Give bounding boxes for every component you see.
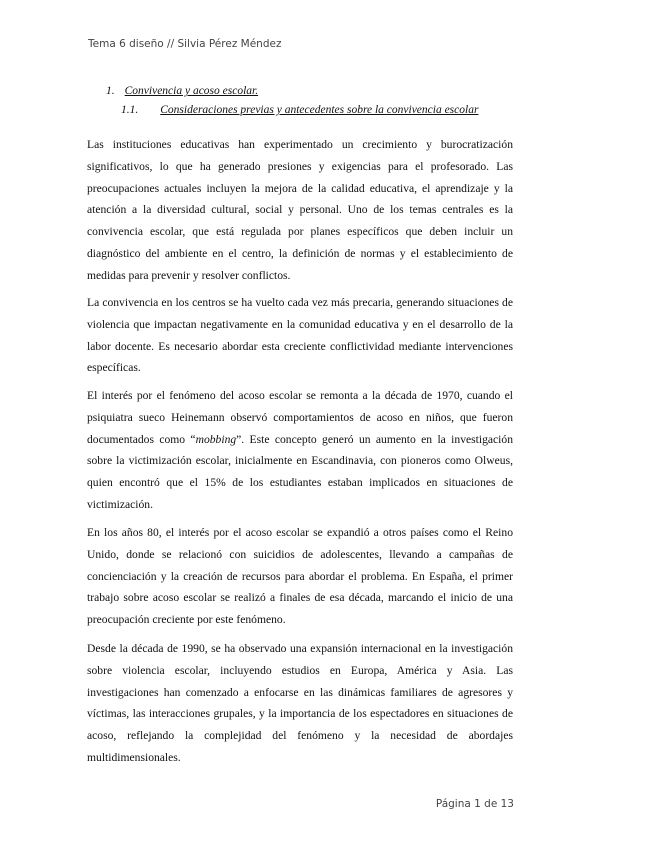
mobbing-term: mobbing bbox=[195, 432, 237, 446]
section-number: 1. bbox=[106, 85, 115, 97]
page-number-footer: Página 1 de 13 bbox=[435, 798, 514, 810]
paragraph-4: En los años 80, el interés por el acoso escolar se expandió a otros países como el Reino Unido, donde se relacionó con suicidios de adolescentes, llevando a campañas de concienciación y la creación de recursos para abordar el problema. En España, el primer trabajo sobre acoso escolar se realizó a finales de esa década, marcando el inicio de una preocupación creciente por este fenómeno. bbox=[87, 526, 513, 627]
subsection-heading bbox=[121, 104, 478, 116]
subsection-number: 1.1. bbox=[121, 104, 139, 116]
paragraph-1: Las instituciones educativas han experimentado un crecimiento y burocratización significativos, lo que ha generado presiones y exigencias para el profesorado. Las preocupaciones actuales incluyen la mejora de la calidad educativa, el aprendizaje y la atención a la diversidad cultural, social y personal. Uno de los temas centrales es la convivencia escolar, que está regulada por planes específicos que deben incluir un diagnóstico del ambiente en el centro, la definición de normas y el establecimiento de medidas para prevenir y resolver conflictos. bbox=[87, 138, 513, 282]
paragraph-5: Desde la década de 1990, se ha observado una expansión internacional en la investigación sobre violencia escolar, incluyendo estudios en Europa, América y Asia. Las investigaciones han comenzado a enfocarse en las dinámicas familiares de agresores y víctimas, las interacciones grupales, y la importancia de los espectadores en situaciones de acoso, reflejando la complejidad del fenómeno y la necesidad de abordajes multidimensionales. bbox=[87, 642, 513, 764]
section-heading bbox=[106, 85, 258, 97]
paragraph-3 bbox=[87, 385, 513, 516]
subsection-title: Consideraciones previas y antecedentes sobre la convivencia escolar bbox=[160, 104, 479, 116]
page-header: Tema 6 diseño // Silvia Pérez Méndez bbox=[88, 38, 282, 50]
paragraph-3-text-after: ”. Este concepto generó un aumento en la investigación sobre la victimización escolar, inicialmente en Escandinavia, con pioneros como Olweus, quien encontró que el 15% de los estudiantes estaban implicados en situaciones de victimización. bbox=[87, 432, 513, 511]
paragraph-2: La convivencia en los centros se ha vuelto cada vez más precaria, generando situaciones de violencia que impactan negativamente en la comunidad educativa y en el desarrollo de la labor docente. Es necesario abordar esta creciente conflictividad mediante intervenciones específicas. bbox=[87, 296, 513, 375]
paragraph-3-text-before: El interés por el fenómeno del acoso escolar se remonta a la década de 1970, cuando el psiquiatra sueco Heinemann observó comportamientos de acoso en niños, que fueron documentados como “ bbox=[87, 389, 513, 446]
section-title: Convivencia y acoso escolar. bbox=[124, 85, 259, 97]
